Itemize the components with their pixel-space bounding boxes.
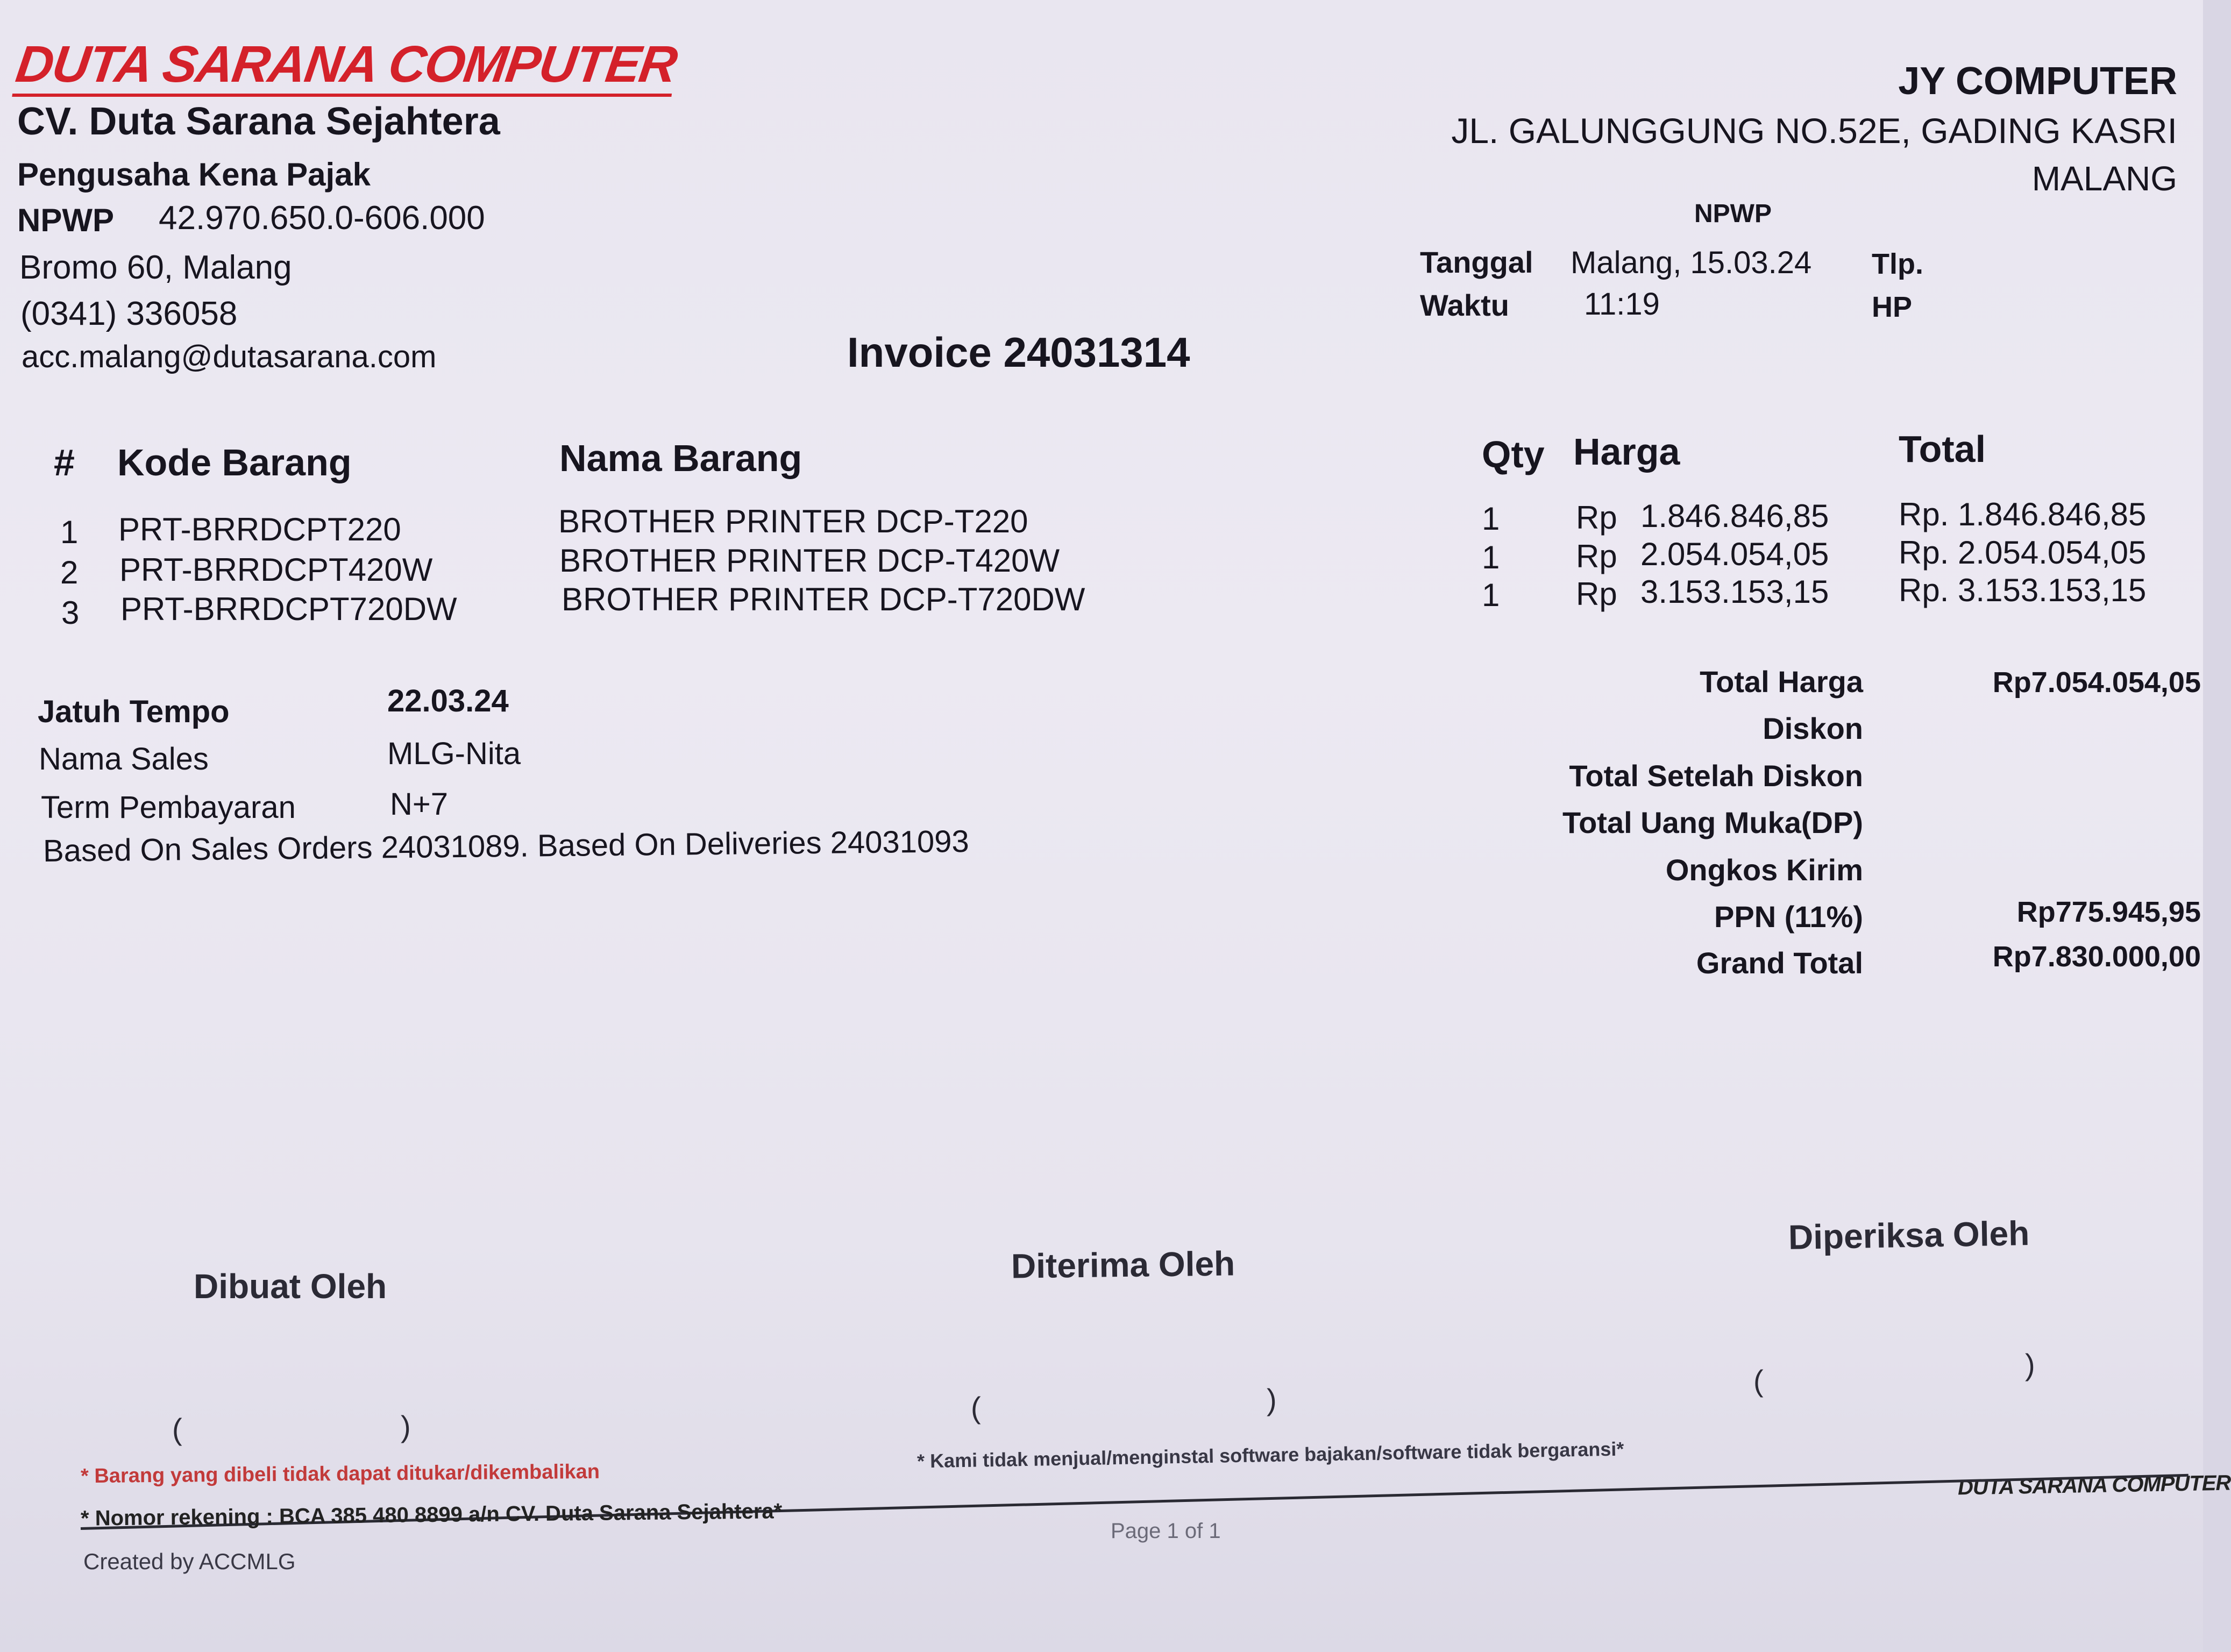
seller-npwp-value: 42.970.650.0-606.000 — [159, 200, 485, 237]
row-no: 1 — [60, 514, 79, 550]
footer-software-note: * Kami tidak menjual/menginstal software bajakan/software tidak bergaransi* — [916, 1437, 1624, 1472]
total-uang-muka-label: Total Uang Muka(DP) — [1562, 806, 1863, 839]
row-kode: PRT-BRRDCPT720DW — [120, 591, 457, 627]
col-header-kode: Kode Barang — [117, 442, 352, 483]
signature-paren-open: ( — [172, 1412, 182, 1446]
row-nama: BROTHER PRINTER DCP-T720DW — [562, 581, 1085, 617]
row-total: Rp. 1.846.846,85 — [1899, 496, 2147, 532]
ppn-value: Rp775.945,95 — [2016, 896, 2201, 928]
customer-name: JY COMPUTER — [1898, 60, 2177, 103]
page-indicator: Page 1 of 1 — [1111, 1519, 1221, 1543]
seller-npwp-label: NPWP — [17, 202, 114, 238]
time-value: 11:19 — [1584, 287, 1660, 322]
ppn-label: PPN (11%) — [1714, 900, 1863, 934]
row-no: 3 — [61, 595, 80, 631]
col-header-nama: Nama Barang — [559, 437, 802, 479]
signature-created-by: Dibuat Oleh — [194, 1267, 387, 1306]
diskon-label: Diskon — [1763, 711, 1863, 745]
row-kode: PRT-BRRDCPT220 — [118, 511, 401, 547]
row-total: Rp. 2.054.054,05 — [1899, 535, 2147, 571]
payment-term-label: Term Pembayaran — [41, 790, 296, 825]
seller-pkp-status: Pengusaha Kena Pajak — [17, 156, 371, 193]
seller-company-name: CV. Duta Sarana Sejahtera — [17, 100, 500, 143]
sales-name-label: Nama Sales — [39, 742, 209, 777]
date-value: Malang, 15.03.24 — [1571, 245, 1812, 280]
signature-checked-by: Diperiksa Oleh — [1788, 1214, 2030, 1257]
signature-paren-close: ) — [2025, 1348, 2035, 1382]
total-harga-value: Rp7.054.054,05 — [1992, 666, 2201, 699]
row-rp: Rp — [1576, 576, 1617, 612]
date-label: Tanggal — [1420, 245, 1533, 279]
col-header-qty: Qty — [1482, 433, 1545, 475]
signature-paren-close: ) — [401, 1409, 411, 1443]
row-nama: BROTHER PRINTER DCP-T420W — [559, 543, 1060, 579]
col-header-total: Total — [1899, 428, 1986, 470]
col-header-no: # — [54, 442, 75, 483]
row-no: 2 — [60, 554, 79, 590]
total-harga-label: Total Harga — [1700, 665, 1863, 699]
created-by: Created by ACCMLG — [83, 1549, 296, 1574]
signature-paren-close: ) — [1267, 1383, 1277, 1416]
seller-email: acc.malang@dutasarana.com — [22, 339, 437, 374]
seller-address: Bromo 60, Malang — [19, 249, 292, 286]
grand-total-label: Grand Total — [1696, 946, 1863, 980]
footer-return-note: * Barang yang dibeli tidak dapat ditukar/dikembalikan — [80, 1460, 600, 1488]
customer-city: MALANG — [2031, 159, 2177, 198]
row-qty: 1 — [1482, 501, 1500, 537]
row-total: Rp. 3.153.153,15 — [1899, 572, 2147, 608]
sales-name-value: MLG-Nita — [387, 736, 521, 771]
due-date-label: Jatuh Tempo — [38, 694, 230, 729]
grand-total-value: Rp7.830.000,00 — [1992, 941, 2201, 973]
total-setelah-diskon-label: Total Setelah Diskon — [1569, 759, 1863, 793]
signature-paren-open: ( — [971, 1391, 981, 1425]
row-rp: Rp — [1576, 500, 1617, 536]
customer-hp-label: HP — [1872, 291, 1913, 323]
invoice-title: Invoice 24031314 — [847, 329, 1190, 376]
row-harga: 2.054.054,05 — [1640, 536, 1829, 572]
seller-phone: (0341) 336058 — [20, 295, 238, 332]
row-kode: PRT-BRRDCPT420W — [119, 552, 433, 588]
customer-phone-label: Tlp. — [1872, 248, 1923, 280]
seller-logo: DUTA SARANA COMPUTER — [12, 38, 679, 97]
time-label: Waktu — [1420, 288, 1509, 322]
customer-npwp-label: NPWP — [1694, 200, 1772, 228]
ongkos-kirim-label: Ongkos Kirim — [1665, 853, 1863, 887]
row-qty: 1 — [1482, 539, 1500, 575]
signature-received-by: Diterima Oleh — [1011, 1244, 1235, 1286]
row-harga: 3.153.153,15 — [1640, 574, 1829, 610]
row-qty: 1 — [1482, 577, 1500, 613]
row-harga: 1.846.846,85 — [1640, 498, 1829, 534]
due-date-value: 22.03.24 — [387, 683, 509, 718]
row-rp: Rp — [1576, 538, 1617, 574]
footer-bank-account-note: * Nomor rekening : BCA 385 480 8899 a/n CV. Duta Sarana Sejahtera* — [80, 1499, 783, 1530]
customer-address: JL. GALUNGGUNG NO.52E, GADING KASRI — [1451, 111, 2177, 151]
row-nama: BROTHER PRINTER DCP-T220 — [558, 503, 1028, 539]
payment-term-value: N+7 — [390, 787, 449, 822]
based-on-note: Based On Sales Orders 24031089. Based On Deliveries 24031093 — [42, 823, 970, 869]
footer-brand-logo: DUTA SARANA COMPUTER — [1957, 1471, 2231, 1500]
col-header-harga: Harga — [1573, 431, 1680, 473]
signature-paren-open: ( — [1753, 1364, 1764, 1398]
